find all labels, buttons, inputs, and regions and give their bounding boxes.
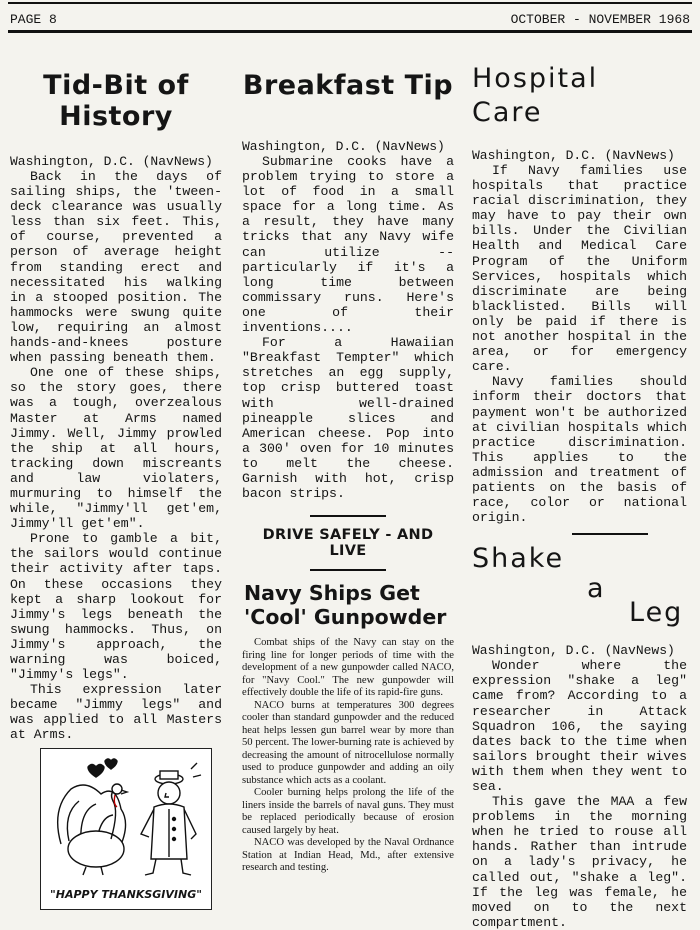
article-title-shake-a-leg	[472, 543, 687, 643]
title-word: Leg	[629, 597, 684, 629]
page-number: PAGE 8	[10, 12, 57, 27]
title-word: a	[587, 573, 604, 605]
article-title-navy-ships: Navy Ships Get 'Cool' Gunpowder	[244, 581, 447, 630]
paragraph: Prone to gamble a bit, the sailors would continue their activity after taps. On these occasions they kept a sharp lookout for Jimmy's legs beneath the swung hammocks. Thus, on Jimmy's approach, the warning was boiced, "Jimmy's legs".	[10, 531, 222, 683]
paragraph: This gave the MAA a few problems in the morning when he tried to rouse all hands. Rather than intrude on a lady's privacy, he called out, "shake a leg". If the leg was female, he moved on to the next compartment.	[472, 794, 687, 930]
paragraph: Back in the days of sailing ships, the 'tween-deck clearance was usually less than six feet. This, of course, prevented a person of average height from standing erect and necessitated his walking in a stooped position. The hammocks were swung quite low, requiring an almost hands-and-knees posture when passing beneath them.	[10, 169, 222, 366]
article-title-breakfast-tip: Breakfast Tip	[242, 70, 454, 101]
paragraph: Combat ships of the Navy can stay on the firing line for longer periods of time with the development of a new gunpowder called NACO, for "Navy Cool." The new gunpowder will effectively double the life of its rapid-fire guns.	[242, 637, 454, 699]
divider	[310, 515, 386, 517]
dateline: Washington, D.C. (NavNews)	[472, 148, 675, 163]
page-header	[8, 4, 692, 33]
divider	[572, 533, 648, 535]
paragraph: NACO was developed by the Naval Ordnance Station at Indian Head, Md., after extensive research and testing.	[242, 837, 454, 874]
divider	[310, 569, 386, 571]
column-breakfast-tip	[242, 70, 454, 875]
drive-safely-banner: DRIVE SAFELY - AND LIVE	[262, 527, 434, 560]
column-tid-bit	[10, 70, 222, 743]
paragraph: For a Hawaiian "Breakfast Tempter" which stretches an egg supply, top crisp buttered toast with well-drained pineapple slices and American cheese. Pop into a 300' oven for 10 minutes to melt the cheese. Garnish with hot, crisp bacon strips.	[242, 335, 454, 502]
thanksgiving-illustration	[40, 748, 212, 910]
dateline: Washington, D.C. (NavNews)	[242, 139, 445, 154]
paragraph: If Navy families use hospitals that practice racial discrimination, they may have to pay their own bills. Under the Civilian Health and Medical Care Program of the Uniform Services, hospitals which discriminate are being blacklisted. Bills will only be paid if there is not another hospital in the area, or for emergency care.	[472, 163, 687, 375]
dateline: Washington, D.C. (NavNews)	[472, 643, 675, 659]
paragraph: One one of these ships, so the story goes, there was a tough, overzealous Master at Arms named Jimmy. Well, Jimmy prowled the ship at all hours, tracking down miscreants and law violaters, murmuring to himself the while, "Jimmy'll get'em, Jimmy'll get'em".	[10, 365, 222, 532]
issue-date: OCTOBER - NOVEMBER 1968	[510, 12, 690, 27]
article-title-tid-bit: Tid-Bit of History	[43, 70, 189, 132]
paragraph: Cooler burning helps prolong the life of the liners inside the barrels of naval guns. They must be replaced periodically because of erosion caused largely by heat.	[242, 787, 454, 836]
paragraph: Submarine cooks have a problem trying to store a lot of food in a small space for a long time. As a result, they have many tricks that any Navy wife can utilize -- particularly if it's a long time between commissary runs. Here's one of their inventions....	[242, 154, 454, 336]
paragraph: Navy families should inform their doctors that payment won't be authorized at civilian hospitals which practice discrimination. This applies to the admission and treatment of patients on the basis of race, color or national origin.	[472, 374, 687, 526]
illustration-caption: "HAPPY THANKSGIVING"	[50, 888, 202, 901]
column-hospital-care	[472, 62, 687, 930]
dateline: Washington, D.C. (NavNews)	[10, 154, 213, 169]
turkey-sailor-drawing	[41, 749, 211, 879]
article-title-hospital-care: Hospital Care	[472, 63, 599, 128]
paragraph: Wonder where the expression "shake a leg" came from? According to a researcher in Attack Squadron 106, the saying dates back to the time when sailors brought their wives with them when they went to sea.	[472, 658, 687, 794]
paragraph: This expression later became "Jimmy legs" and was applied to all Masters at Arms.	[10, 682, 222, 743]
paragraph: NACO burns at temperatures 300 degrees cooler than standard gunpowder and the reduced heat helps lessen gun barrel wear by more than 50 percent. The lower-burning rate is achieved by decreasing the amount of nitrocellulose normally used to produce gunpowder and adding an oily substance which acts as a coolant.	[242, 699, 454, 786]
title-word: Shake	[472, 543, 565, 575]
